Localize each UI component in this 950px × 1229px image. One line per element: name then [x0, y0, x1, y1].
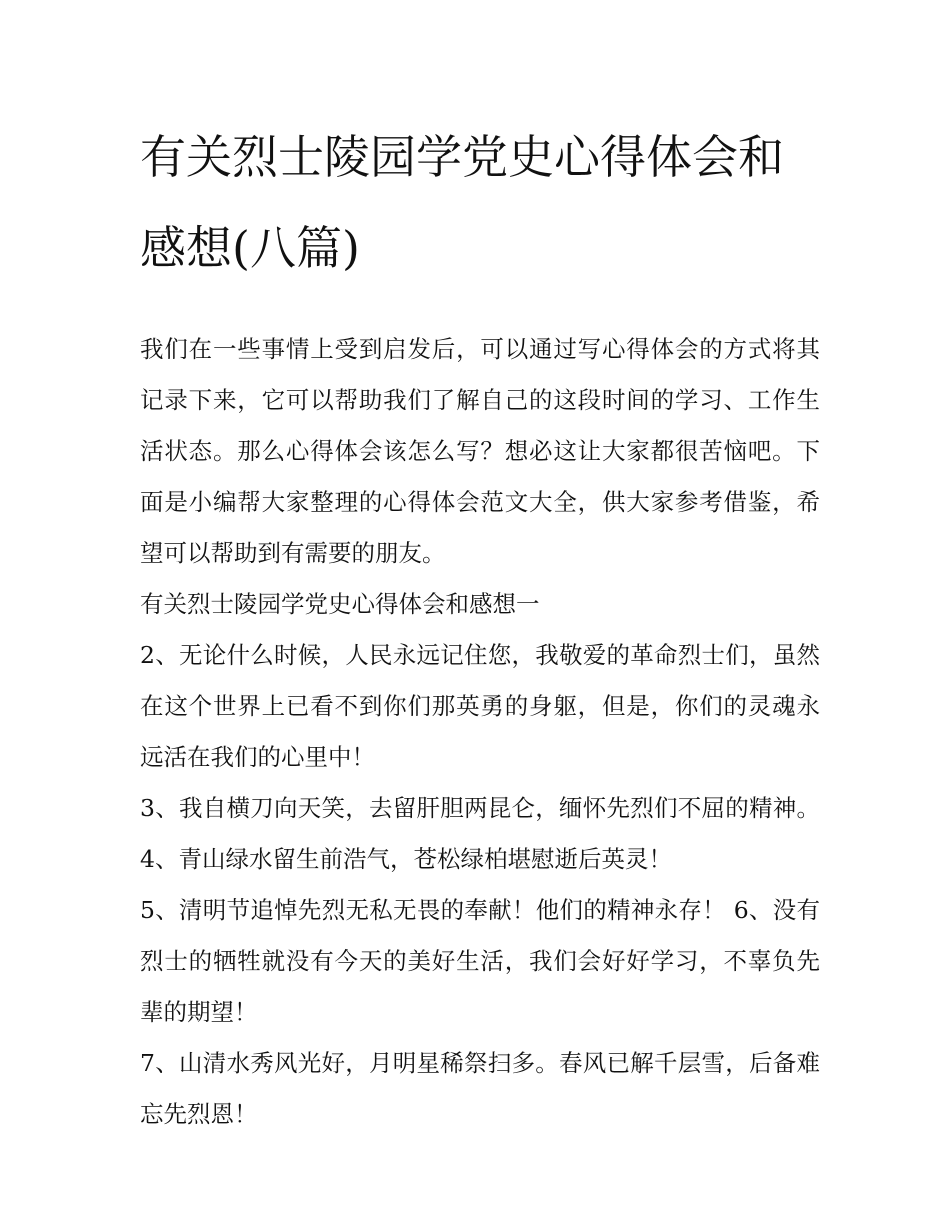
- body-paragraph-3: 3、我自横刀向天笑，去留肝胆两昆仑，缅怀先烈们不屈的精神。 4、青山绿水留生前浩气，苍松绿柏堪慰逝后英灵！: [140, 794, 820, 873]
- body-paragraph-7: 7、山清水秀风光好，月明星稀祭扫多。春风已解千层雪，后备难忘先烈恩！: [140, 1049, 820, 1128]
- document-title: 有关烈士陵园学党史心得体会和感想(八篇): [140, 130, 784, 275]
- body-paragraph-2: 2、无论什么时候，人民永远记住您，我敬爱的革命烈士们，虽然在这个世界上已看不到你们那英勇的身躯，但是，你们的灵魂永远活在我们的心里中！: [140, 641, 820, 771]
- body-paragraph-5: 5、清明节追悼先烈无私无畏的奉献！他们的精神永存！ 6、没有烈士的牺牲就没有今天的美好生活，我们会好好学习，不辜负先辈的期望！: [140, 896, 820, 1026]
- intro-paragraph: 我们在一些事情上受到启发后，可以通过写心得体会的方式将其记录下来，它可以帮助我们了解自己的这段时间的学习、工作生活状态。那么心得体会该怎么写？想必这让大家都很苦恼吧。下面是小编帮大家整理的心得体会范文大全，供大家参考借鉴，希望可以帮助到有需要的朋友。: [140, 335, 820, 567]
- section-heading: 有关烈士陵园学党史心得体会和感想一: [140, 590, 540, 618]
- document-page: [140, 112, 820, 1140]
